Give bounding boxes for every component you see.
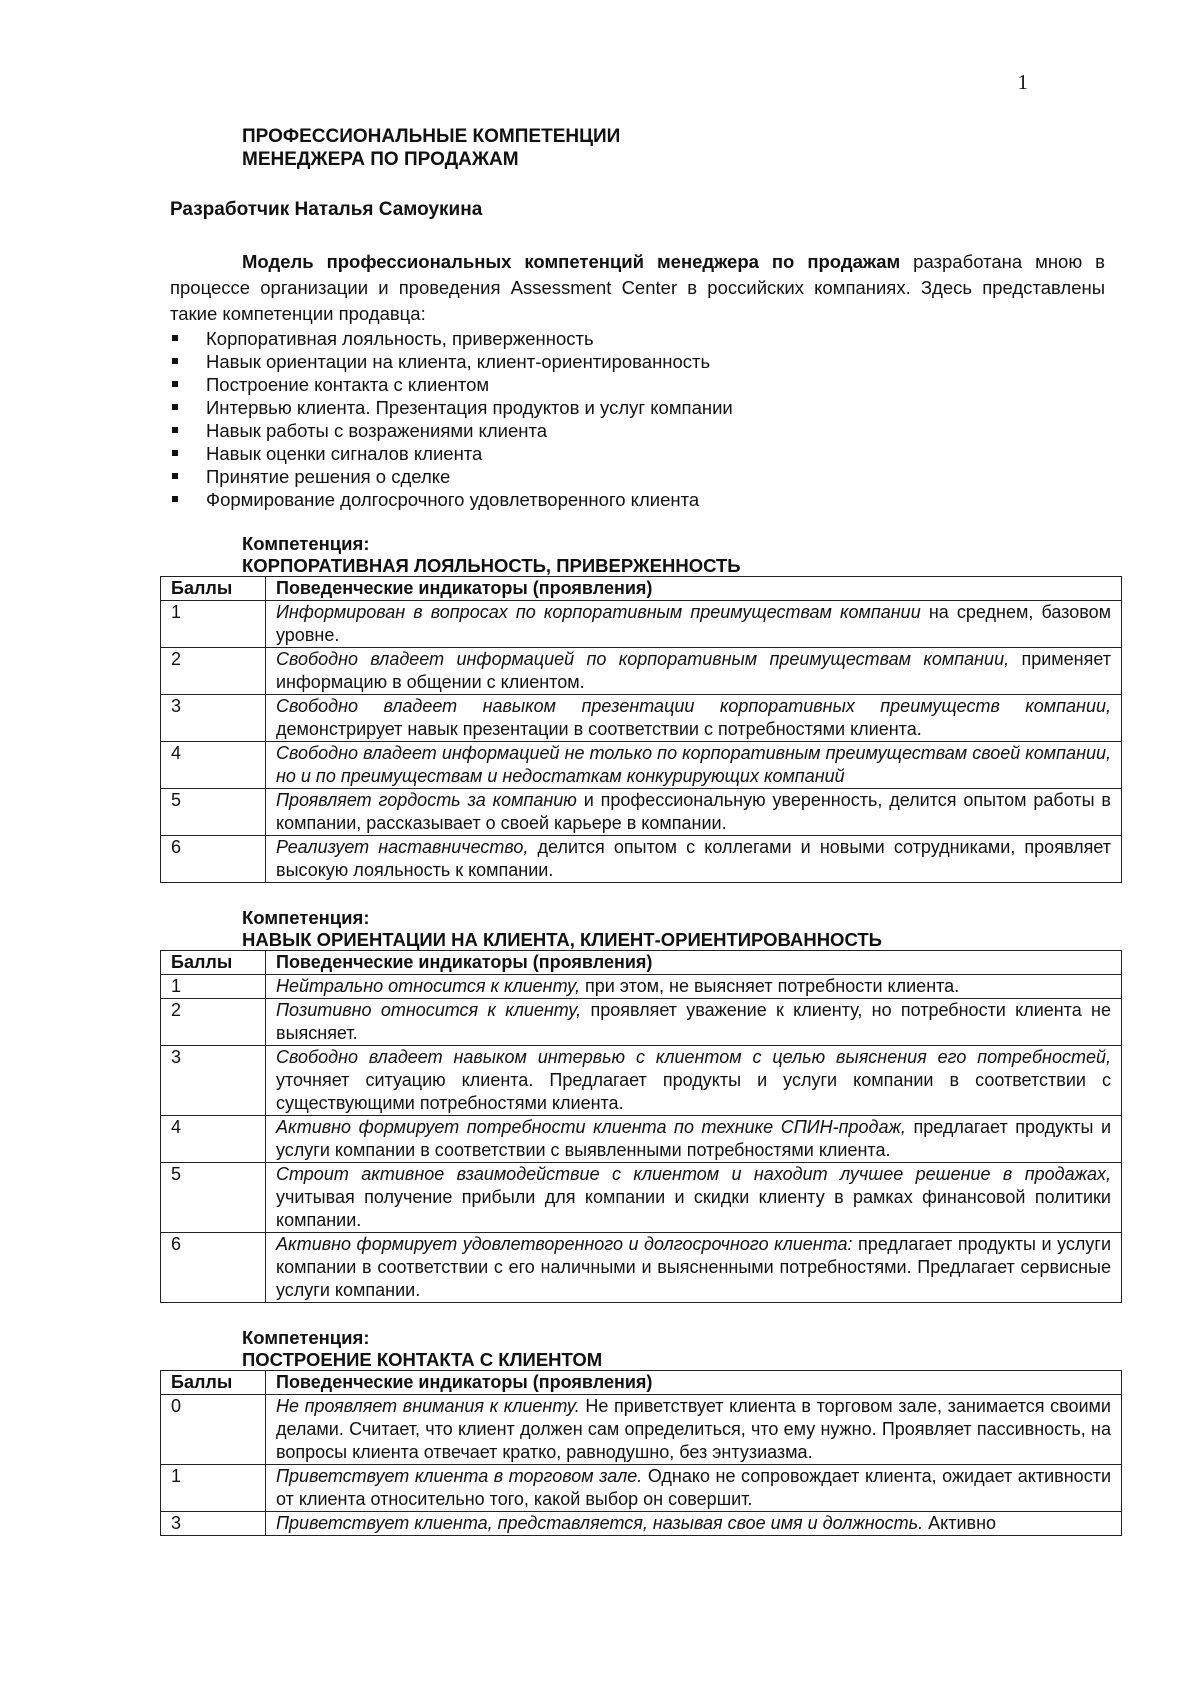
indicator-italic: Проявляет гордость за компанию	[276, 790, 577, 810]
table-header-row	[161, 951, 1122, 975]
bullet-icon	[172, 335, 178, 341]
score-cell: 3	[161, 1512, 266, 1536]
table-row	[161, 601, 1122, 648]
section-heading	[242, 1327, 1105, 1370]
bullet-icon	[172, 450, 178, 456]
intro-rest: разработана мною в процессе организации и проведения Assessment Center в российских компаниях. Здесь представлены такие компетенции продавца:	[170, 251, 1105, 324]
list-item: Формирование долгосрочного удовлетворенного клиента	[170, 488, 1105, 511]
indicator-cell	[266, 1116, 1122, 1163]
document-body	[170, 125, 1112, 1536]
indicator-text: демонстрирует навык презентации в соответствии с потребностями клиента.	[276, 719, 922, 739]
indicator-cell	[266, 1233, 1122, 1303]
table-row	[161, 999, 1122, 1046]
score-header: Баллы	[161, 951, 266, 975]
indicator-text: Не приветствует клиента в торговом зале, занимается своими делами. Считает, что клиент должен сам определиться, что ему нужно. Проявляет пассивность, на вопросы клиента отвечает кратко, равнодушно, без энтузиазма.	[276, 1396, 1111, 1462]
indicator-cell	[266, 975, 1122, 999]
section-label: Компетенция:	[242, 907, 370, 928]
table-row	[161, 648, 1122, 695]
score-cell: 3	[161, 695, 266, 742]
indicator-italic: Информирован в вопросах по корпоративным преимуществам компании	[276, 602, 921, 622]
list-item: Корпоративная лояльность, приверженность	[170, 327, 1105, 350]
score-cell: 6	[161, 1233, 266, 1303]
table-header-row	[161, 577, 1122, 601]
bullet-icon	[172, 381, 178, 387]
section-title: КОРПОРАТИВНАЯ ЛОЯЛЬНОСТЬ, ПРИВЕРЖЕННОСТЬ	[242, 554, 741, 576]
indicator-cell	[266, 742, 1122, 789]
author: Разработчик Наталья Самоукина	[170, 199, 483, 220]
score-cell: 2	[161, 648, 266, 695]
indicator-text: уточняет ситуацию клиента. Предлагает продукты и услуги компании в соответствии с существующими потребностями клиента.	[276, 1070, 1111, 1113]
indicator-italic: Приветствует клиента в торговом зале.	[276, 1466, 643, 1486]
indicator-italic: Строит активное взаимодействие с клиентом и находит лучшее решение в продажах,	[276, 1164, 1111, 1184]
indicator-italic: Нейтрально относится к клиенту,	[276, 976, 580, 996]
indicator-italic: Свободно владеет информацией по корпоративным преимуществам компании,	[276, 649, 1010, 669]
indicators-table	[160, 576, 1122, 883]
indicator-cell	[266, 1046, 1122, 1116]
document-title	[242, 125, 1105, 171]
indicator-text: Однако не сопровождает клиента, ожидает активности от клиента относительно того, какой выбор он совершит.	[276, 1466, 1111, 1509]
table-row	[161, 836, 1122, 883]
score-header: Баллы	[161, 577, 266, 601]
list-item: Построение контакта с клиентом	[170, 373, 1105, 396]
indicators-table	[160, 950, 1122, 1303]
bullet-icon	[172, 404, 178, 410]
bullet-icon	[172, 473, 178, 479]
list-item: Принятие решения о сделке	[170, 465, 1105, 488]
indicator-italic: Свободно владеет навыком интервью с клиентом с целью выяснения его потребностей,	[276, 1047, 1111, 1067]
indicator-cell	[266, 789, 1122, 836]
competency-section	[170, 533, 1112, 883]
score-cell: 1	[161, 601, 266, 648]
table-row	[161, 742, 1122, 789]
competency-sections	[170, 533, 1112, 1536]
indicator-italic: Активно формирует удовлетворенного и долгосрочного клиента:	[276, 1234, 853, 1254]
score-cell: 3	[161, 1046, 266, 1116]
intro-paragraph	[170, 249, 1105, 327]
table-row	[161, 1046, 1122, 1116]
section-title: ПОСТРОЕНИЕ КОНТАКТА С КЛИЕНТОМ	[242, 1348, 603, 1370]
table-row	[161, 1395, 1122, 1465]
indicator-text: применяет информацию в общении с клиентом.	[276, 649, 1112, 692]
indicators-table	[160, 1370, 1122, 1536]
list-item: Навык работы с возражениями клиента	[170, 419, 1105, 442]
table-row	[161, 975, 1122, 999]
intro-bold: Модель профессиональных компетенций менеджера по продажам	[242, 251, 901, 272]
competency-section	[170, 1327, 1111, 1536]
table-row	[161, 1116, 1122, 1163]
table-header-row	[161, 1371, 1122, 1395]
indicator-text: при этом, не выясняет потребности клиента.	[579, 976, 960, 996]
indicator-text: проявляет уважение к клиенту, но потребности клиента не выясняет.	[276, 1000, 1111, 1043]
indicator-cell	[266, 648, 1122, 695]
score-cell: 4	[161, 742, 266, 789]
indicator-cell	[266, 1512, 1122, 1536]
table-row	[161, 1512, 1122, 1536]
indicator-text: и профессиональную уверенность, делится опытом работы в компании, рассказывает о своей карьере в компании.	[276, 790, 1111, 833]
indicator-cell	[266, 1465, 1122, 1512]
list-item: Интервью клиента. Презентация продуктов и услуг компании	[170, 396, 1105, 419]
table-row	[161, 695, 1122, 742]
section-label: Компетенция:	[242, 533, 370, 554]
score-cell: 5	[161, 789, 266, 836]
score-cell: 1	[161, 975, 266, 999]
table-row	[161, 1465, 1122, 1512]
bullet-icon	[172, 427, 178, 433]
bullet-icon	[172, 496, 178, 502]
section-heading	[242, 907, 1105, 950]
section-label: Компетенция:	[242, 1327, 370, 1348]
section-heading	[242, 533, 1105, 576]
indicator-cell	[266, 836, 1122, 883]
indicators-header: Поведенческие индикаторы (проявления)	[266, 1371, 1122, 1395]
indicator-italic: Активно формирует потребности клиента по технике СПИН-продаж,	[276, 1117, 906, 1137]
indicator-text: учитывая получение прибыли для компании и скидки клиенту в рамках финансовой политики компании.	[276, 1187, 1111, 1230]
indicator-text: предлагает продукты и услуги компании в соответствии с выявленными потребностями клиента.	[276, 1117, 1111, 1160]
section-title: НАВЫК ОРИЕНТАЦИИ НА КЛИЕНТА, КЛИЕНТ-ОРИЕНТИРОВАННОСТЬ	[242, 928, 882, 950]
bullet-icon	[172, 358, 178, 364]
indicator-italic: Свободно владеет навыком презентации корпоративных преимуществ компании,	[276, 696, 1111, 716]
table-row	[161, 1233, 1122, 1303]
indicator-text: на среднем, базовом уровне.	[276, 602, 1111, 645]
indicator-text: делится опытом с коллегами и новыми сотрудниками, проявляет высокую лояльность к компании.	[276, 837, 1112, 880]
indicators-header: Поведенческие индикаторы (проявления)	[266, 951, 1122, 975]
indicator-text: Активно	[923, 1513, 997, 1533]
indicator-cell	[266, 1163, 1122, 1233]
page-number: 1	[1017, 70, 1028, 94]
score-cell: 2	[161, 999, 266, 1046]
indicators-header: Поведенческие индикаторы (проявления)	[266, 577, 1122, 601]
indicator-italic: Приветствует клиента, представляется, называя свое имя и должность.	[276, 1513, 924, 1533]
indicator-text: предлагает продукты и услуги компании в соответствии с его наличными и выясненными потребностями. Предлагает сервисные услуги компании.	[276, 1234, 1111, 1300]
competency-section	[170, 907, 1111, 1303]
score-cell: 5	[161, 1163, 266, 1233]
indicator-italic: Свободно владеет информацией не только по корпоративным преимуществам своей компании, но и по преимуществам и недостаткам конкурирующих компаний	[276, 743, 1111, 786]
indicator-cell	[266, 1395, 1122, 1465]
score-header: Баллы	[161, 1371, 266, 1395]
title-line-2: МЕНЕДЖЕРА ПО ПРОДАЖАМ	[242, 149, 519, 170]
table-row	[161, 1163, 1122, 1233]
indicator-cell	[266, 601, 1122, 648]
score-cell: 1	[161, 1465, 266, 1512]
indicator-italic: Реализует наставничество,	[276, 837, 529, 857]
score-cell: 0	[161, 1395, 266, 1465]
competency-list	[170, 327, 1105, 511]
indicator-cell	[266, 695, 1122, 742]
score-cell: 6	[161, 836, 266, 883]
indicator-italic: Не проявляет внимания к клиенту.	[276, 1396, 580, 1416]
table-row	[161, 789, 1122, 836]
title-line-1: ПРОФЕССИОНАЛЬНЫЕ КОМПЕТЕНЦИИ	[242, 126, 621, 147]
list-item: Навык ориентации на клиента, клиент-ориентированность	[170, 350, 1105, 373]
indicator-cell	[266, 999, 1122, 1046]
list-item: Навык оценки сигналов клиента	[170, 442, 1105, 465]
indicator-italic: Позитивно относится к клиенту,	[276, 1000, 582, 1020]
score-cell: 4	[161, 1116, 266, 1163]
